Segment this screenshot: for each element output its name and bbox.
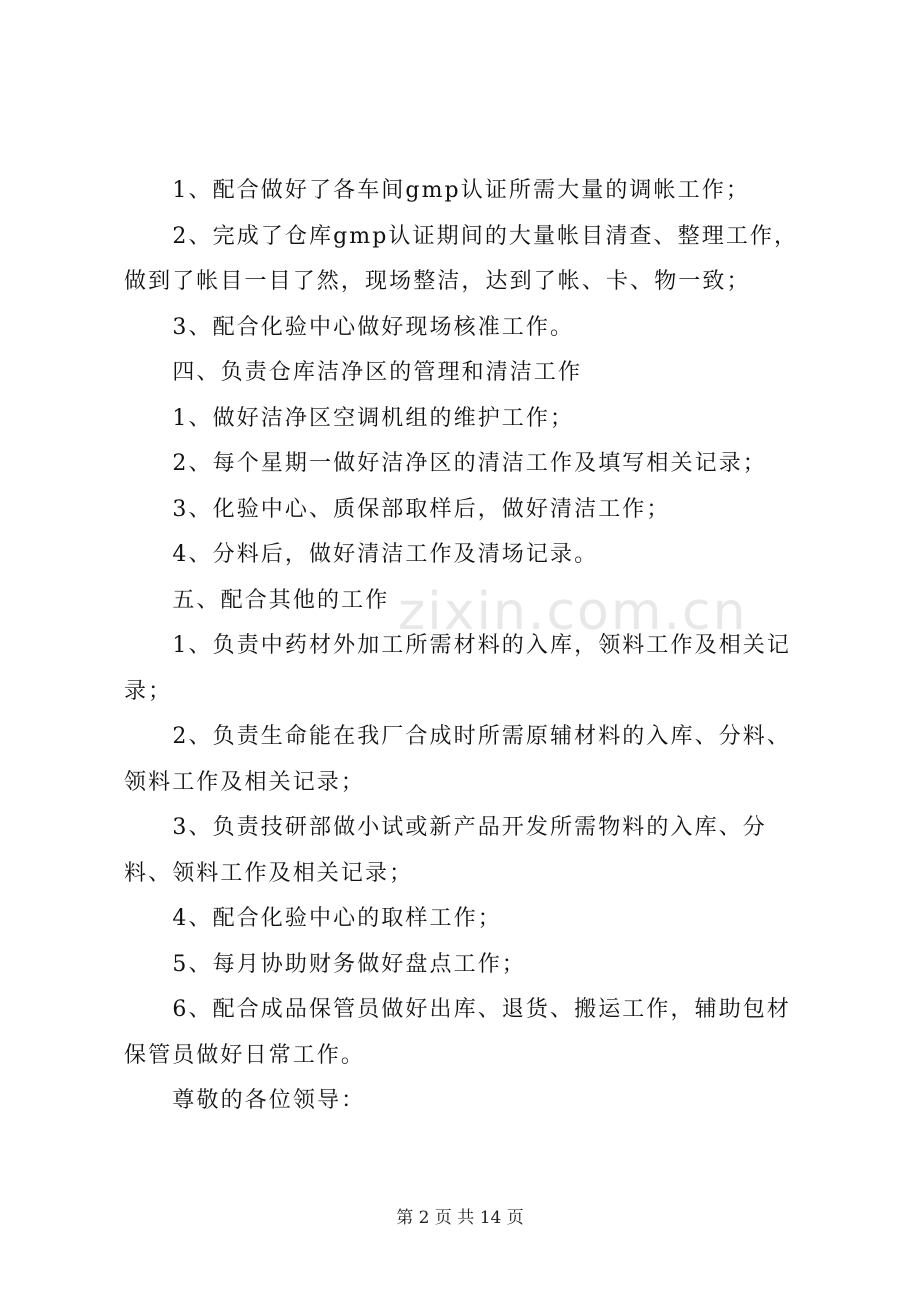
paragraph: 3、负责技研部做小试或新产品开发所需物料的入库、分料、领料工作及相关记录；	[124, 815, 767, 886]
section-heading: 四、负责仓库洁净区的管理和清洁工作	[172, 360, 583, 385]
document-body	[124, 168, 814, 1124]
watermark: zixin.com.cn	[398, 582, 748, 642]
paragraph: 5、每月协助财务做好盘点工作；	[172, 951, 526, 977]
paragraph: 4、分料后，做好清洁工作及清场记录。	[172, 542, 599, 567]
page-footer: 第 2 页 共 14 页	[396, 1208, 524, 1228]
paragraph: 2、完成了仓库gmp认证期间的大量帐目清查、整理工作，做到了帐目一目了然，现场整洁，达到了帐、卡、物一致；	[124, 223, 799, 294]
paragraph: 4、配合化验中心的取样工作；	[172, 906, 502, 931]
paragraph: 3、化验中心、质保部取样后，做好清洁工作；	[172, 496, 671, 522]
section-heading: 五、配合其他的工作	[172, 587, 390, 613]
paragraph: 1、配合做好了各车间gmp认证所需大量的调帐工作；	[172, 178, 750, 203]
paragraph: 6、配合成品保管员做好出库、退货、搬运工作，辅助包材保管员做好日常工作。	[124, 997, 791, 1068]
paragraph: 3、配合化验中心做好现场核准工作。	[172, 314, 575, 340]
paragraph: 1、负责中药材外加工所需材料的入库，领料工作及相关记录；	[124, 633, 791, 704]
paragraph: 2、负责生命能在我厂合成时所需原辅材料的入库、分料、领料工作及相关记录；	[124, 724, 791, 795]
paragraph: 1、做好洁净区空调机组的维护工作；	[172, 405, 575, 431]
salutation: 尊敬的各位领导：	[172, 1088, 366, 1113]
paragraph: 2、每个星期一做好洁净区的清洁工作及填写相关记录；	[172, 451, 767, 476]
